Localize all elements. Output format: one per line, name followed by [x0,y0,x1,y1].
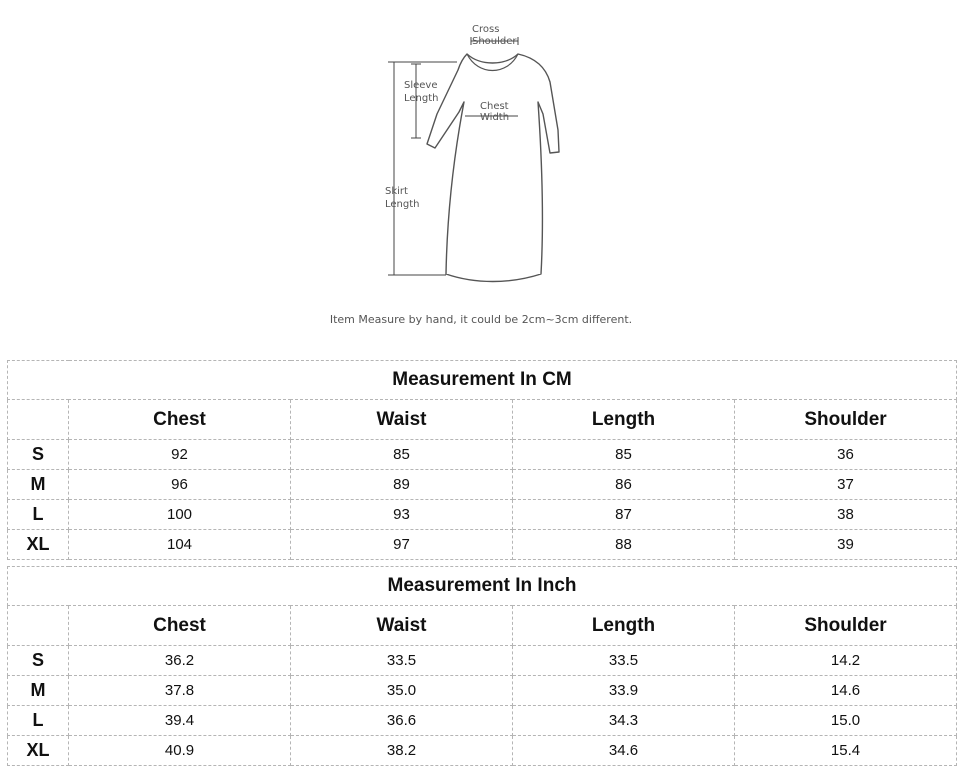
size-label: S [8,646,69,676]
chest-value: 92 [69,440,291,470]
length-value: 87 [513,500,735,530]
measurement-table-inch [7,566,957,766]
header-shoulder: Shoulder [735,400,957,440]
waist-value: 85 [291,440,513,470]
shoulder-value: 38 [735,500,957,530]
header-waist: Waist [291,606,513,646]
size-label: L [8,500,69,530]
header-waist: Waist [291,400,513,440]
sleeve-length-label-line1: Sleeve [404,80,438,91]
table-title: Measurement In Inch [8,567,957,606]
table-row [8,706,957,736]
length-value: 34.6 [513,736,735,766]
header-corner [8,400,69,440]
header-length: Length [513,400,735,440]
chest-value: 100 [69,500,291,530]
shoulder-value: 39 [735,530,957,560]
table-row [8,470,957,500]
chest-value: 104 [69,530,291,560]
chest-value: 36.2 [69,646,291,676]
skirt-length-label-line2: Length [385,199,420,210]
waist-value: 89 [291,470,513,500]
shoulder-value: 37 [735,470,957,500]
chest-width-label-line1: Chest [480,101,509,112]
waist-value: 93 [291,500,513,530]
chest-value: 96 [69,470,291,500]
waist-value: 97 [291,530,513,560]
chest-value: 37.8 [69,676,291,706]
shoulder-value: 15.0 [735,706,957,736]
table-row [8,676,957,706]
length-value: 34.3 [513,706,735,736]
header-length: Length [513,606,735,646]
measurement-table-cm [7,360,957,560]
waist-value: 38.2 [291,736,513,766]
length-value: 85 [513,440,735,470]
size-label: XL [8,530,69,560]
table-row [8,646,957,676]
size-label: XL [8,736,69,766]
table-row [8,530,957,560]
sleeve-length-label-line2: Length [404,93,439,104]
header-chest: Chest [69,606,291,646]
dress-outline [427,54,559,282]
table-row [8,440,957,470]
size-label: L [8,706,69,736]
table-row [8,736,957,766]
chest-value: 39.4 [69,706,291,736]
header-chest: Chest [69,400,291,440]
shoulder-value: 36 [735,440,957,470]
waist-value: 35.0 [291,676,513,706]
waist-value: 33.5 [291,646,513,676]
table-row [8,500,957,530]
dress-sketch [360,10,600,300]
length-value: 33.9 [513,676,735,706]
header-shoulder: Shoulder [735,606,957,646]
dress-measurement-diagram [360,10,600,300]
length-value: 88 [513,530,735,560]
shoulder-value: 14.2 [735,646,957,676]
size-label: S [8,440,69,470]
length-value: 33.5 [513,646,735,676]
shoulder-value: 14.6 [735,676,957,706]
measure-note: Item Measure by hand, it could be 2cm~3cm different. [329,313,633,326]
header-corner [8,606,69,646]
waist-value: 36.6 [291,706,513,736]
table-title: Measurement In CM [8,361,957,400]
size-label: M [8,470,69,500]
skirt-length-label-line1: Skirt [385,186,408,197]
chest-width-label-line2: Width [480,112,510,123]
length-value: 86 [513,470,735,500]
chest-value: 40.9 [69,736,291,766]
size-label: M [8,676,69,706]
cross-shoulder-label-line1: Cross [472,24,500,35]
cross-shoulder-label-line2: Shoulder [472,36,517,47]
shoulder-value: 15.4 [735,736,957,766]
